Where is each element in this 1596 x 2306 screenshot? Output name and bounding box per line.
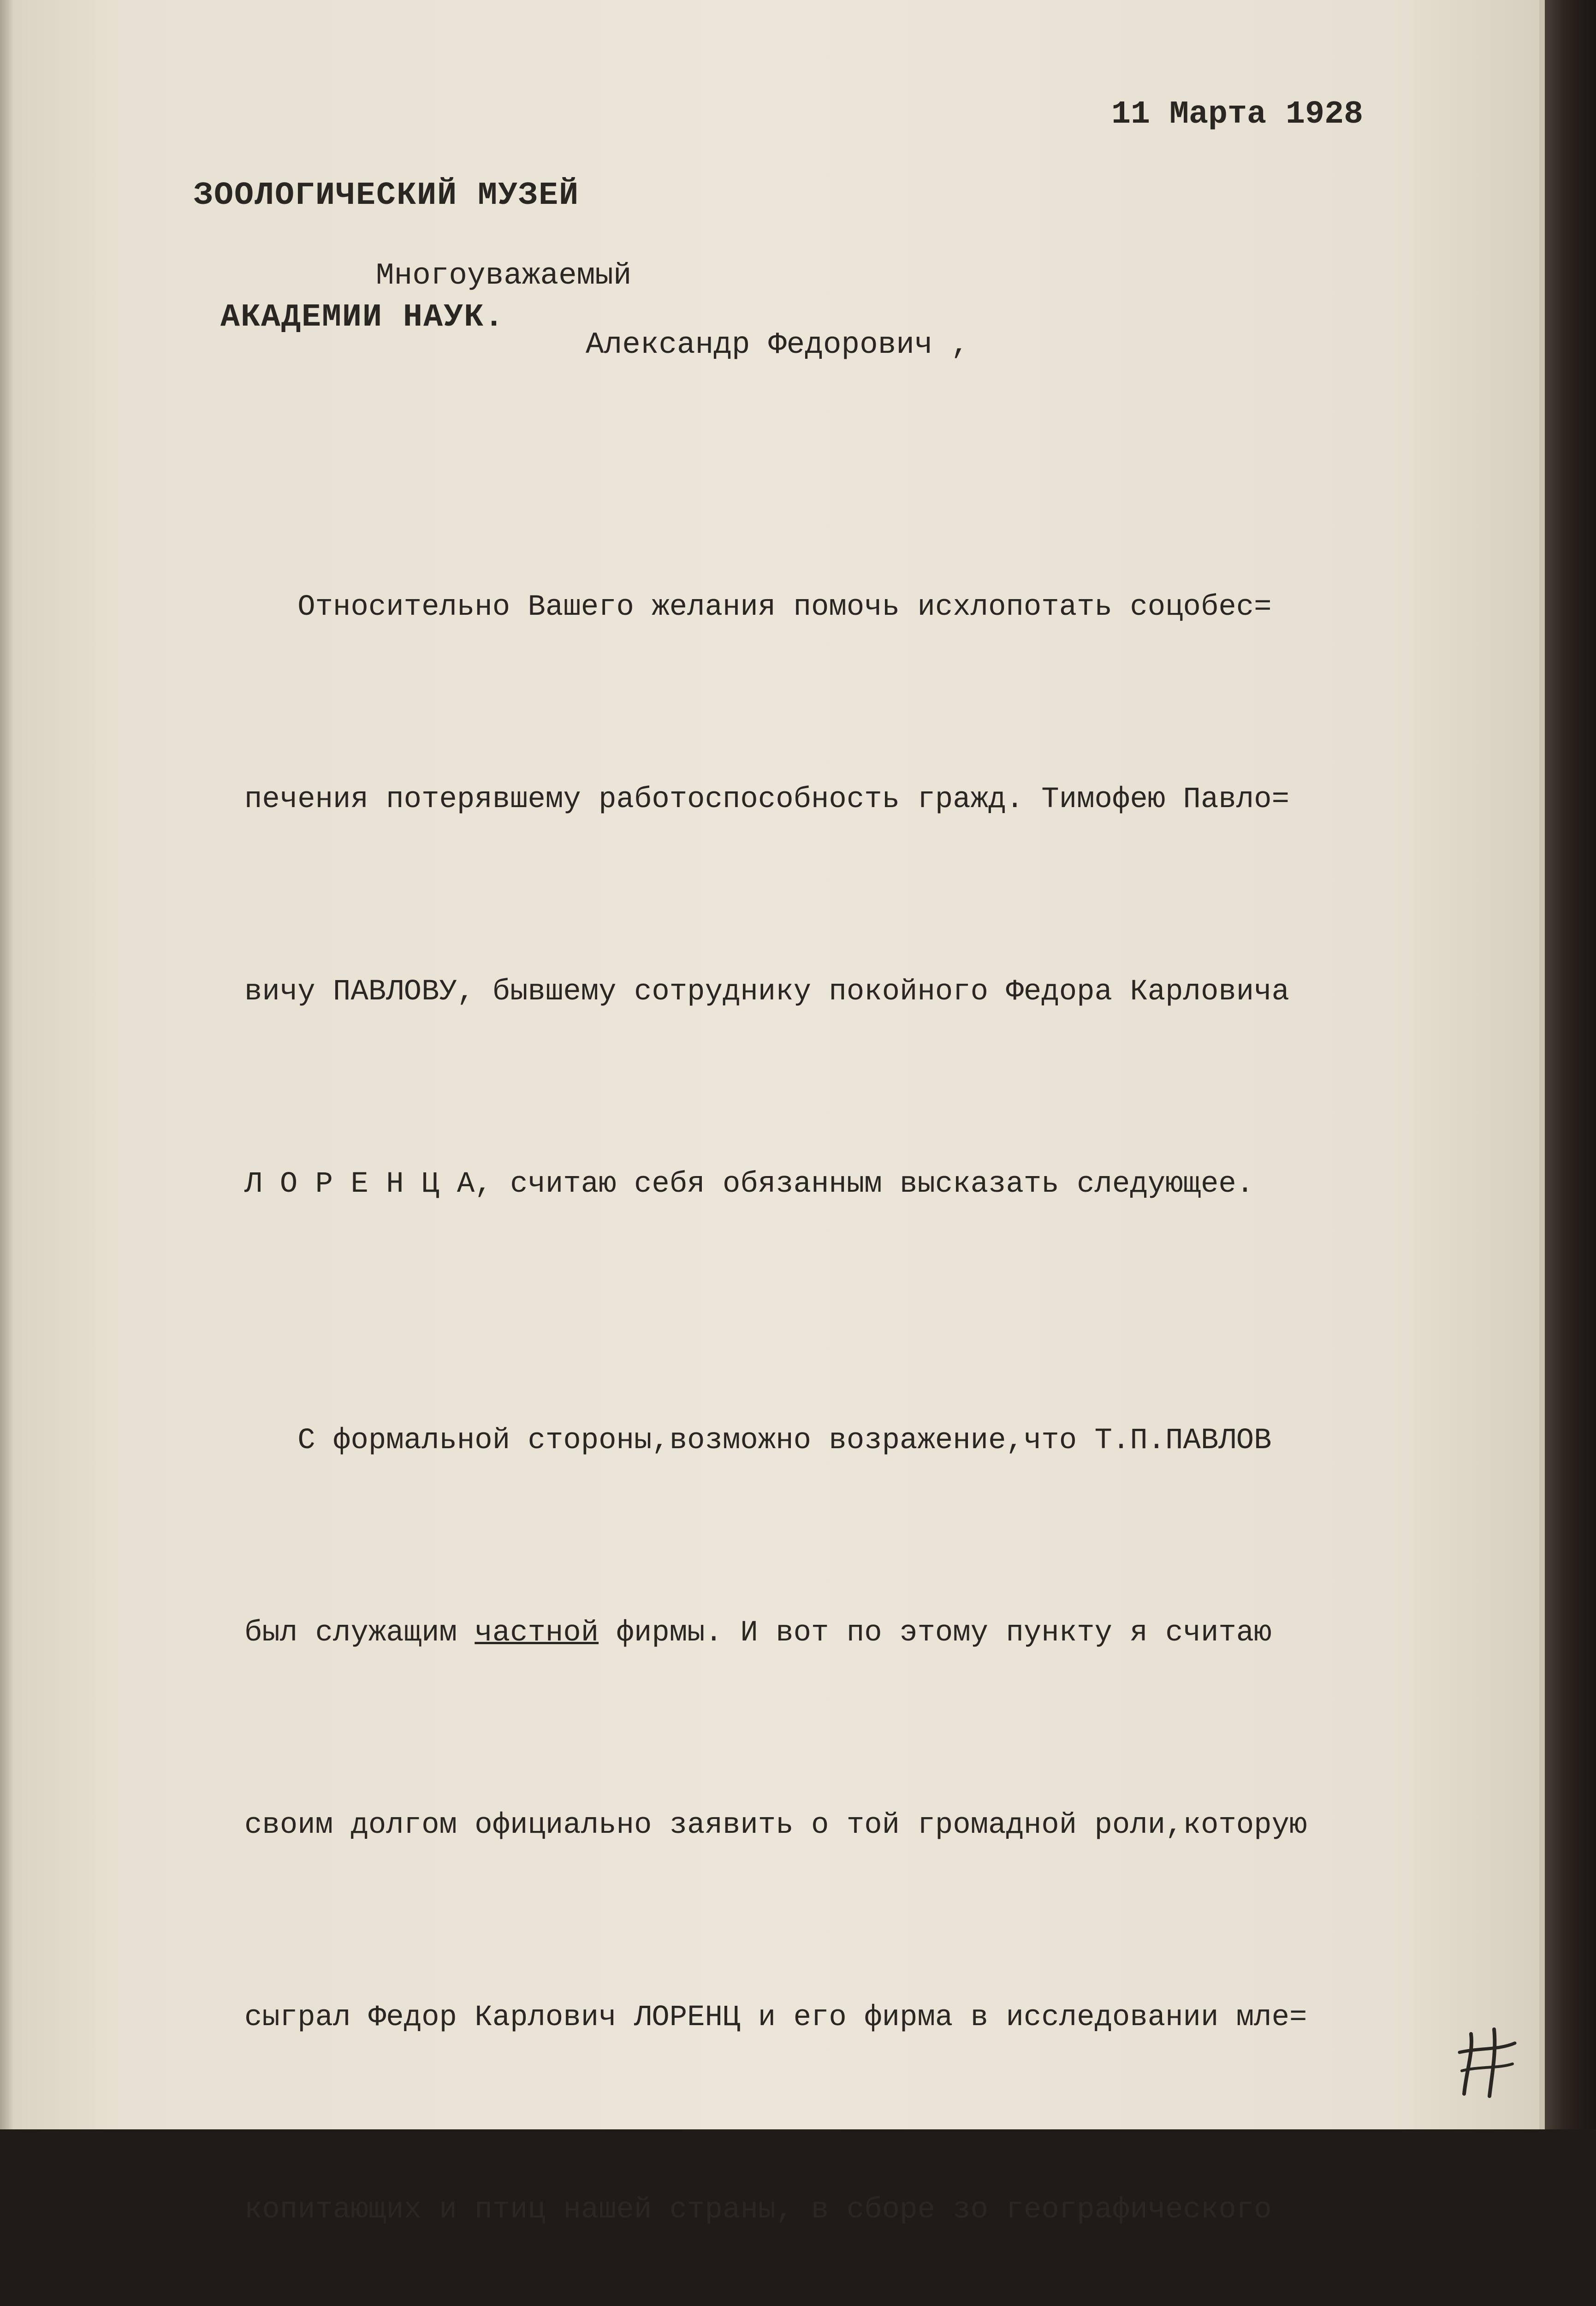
underlined-word: частной: [475, 1617, 599, 1650]
background-edge: [1545, 0, 1596, 2129]
addressee-name: Александр Федорович ,: [586, 327, 969, 362]
body-line: копитающих и птиц нашей страны, в сборе зо географического: [244, 2193, 1272, 2227]
organization-line-2: АКАДЕМИИ НАУК.: [220, 299, 505, 336]
page-shadow: [0, 0, 14, 2129]
salutation: Многоуважаемый: [376, 258, 632, 293]
organization-line-1: ЗООЛОГИЧЕСКИЙ МУЗЕЙ: [194, 178, 580, 214]
body-line: вичу ПАВЛОВУ, бывшему сотруднику покойного Федора Карловича: [244, 975, 1289, 1009]
body-line: Л О Р Е Н Ц А, считаю себя обязанным высказать следующее.: [244, 1168, 1254, 1201]
body-line: своим долгом официально заявить о той громадной роли,которую: [244, 1809, 1307, 1842]
handwritten-initials: [1453, 2025, 1522, 2098]
body-line: сыграл Федор Карлович ЛОРЕНЦ и его фирма в исследовании мле=: [244, 2001, 1307, 2034]
body-line: Относительно Вашего желания помочь исхлопотать соцобес=: [244, 591, 1272, 624]
body-fragment: был служащим: [244, 1617, 475, 1650]
body-line-with-emphasis: [244, 1601, 1503, 1665]
body-line: С формальной стороны,возможно возражение,что Т.П.ПАВЛОВ: [244, 1424, 1272, 1457]
letter-body: [244, 447, 1503, 2306]
body-line: печения потерявшему работоспособность гражд. Тимофею Павло=: [244, 783, 1289, 816]
body-fragment: фирмы. И вот по этому пункту я считаю: [599, 1617, 1272, 1650]
letter-date: 11 Марта 1928: [1111, 96, 1364, 133]
